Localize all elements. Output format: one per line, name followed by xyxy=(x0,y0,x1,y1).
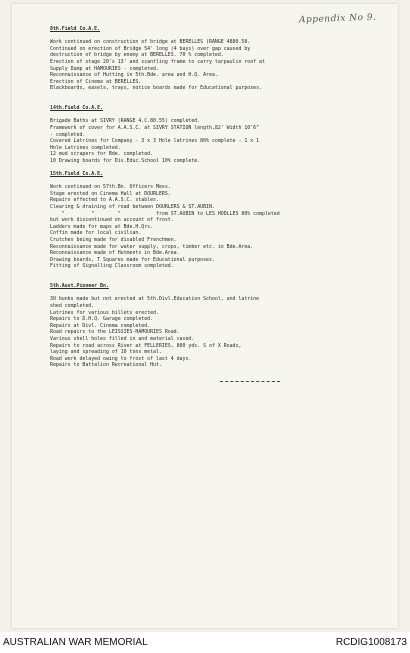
body-line: Latrines for various billets erected. xyxy=(50,309,159,316)
body-line: Covered Latrines for Company - 3 x 3 Hole latrines 80% complete - 1 x 1 xyxy=(50,138,260,145)
body-line: Brigade Baths at SIVRY (RANGE 4.C.80.55) completed. xyxy=(50,118,201,125)
footer-institution: AUSTRALIAN WAR MEMORIAL xyxy=(3,637,148,648)
body-line: Stage erected on Cinema Hall at DOURLERS. xyxy=(50,190,171,197)
body-line: shed completed. xyxy=(50,302,95,309)
handwritten-annotation: Appendix No 9. xyxy=(298,12,377,26)
section-heading: 5th.Aust.Pioneer Bn. xyxy=(50,283,109,290)
section-15th-field-co xyxy=(50,171,390,270)
body-line: Repairs at Divl. Cinema completed. xyxy=(50,322,151,329)
section-8th-field-co xyxy=(50,26,390,92)
body-line: Clearing & draining of road between DOURLERS & ST.AUBIN. xyxy=(50,204,215,211)
section-heading: 14th.Field Co.A.E. xyxy=(50,105,103,112)
body-line: Coffin made for local civilian. xyxy=(50,230,142,237)
body-line: Erection of Cinema at BERELLES. xyxy=(50,78,142,85)
body-line: but work discontinued on account of frost. xyxy=(50,217,174,224)
body-line: Drawing boards, T Squares made for Educational purposes. xyxy=(50,256,215,263)
dashed-separator xyxy=(220,381,280,382)
body-line: Various shell holes filled in and material cased. xyxy=(50,335,195,342)
body-line: Fitting of Signalling Classroom completed. xyxy=(50,263,174,270)
body-line: Continued on erection of Bridge 54' long (4 bays) over gap caused by xyxy=(50,45,251,52)
body-line: laying and spreading of 10 tons metal. xyxy=(50,349,162,356)
body-line: Road repairs to the LEISSIES-HAMOURIES Road. xyxy=(50,329,180,336)
body-line: - completed. xyxy=(50,131,86,138)
section-14th-field-co xyxy=(50,105,390,164)
body-line: Reconnaissance of Hutting in 5th.Bde. area and H.Q. Area. xyxy=(50,72,218,79)
section-5th-pioneer-bn xyxy=(50,283,390,369)
document-body xyxy=(50,26,390,382)
body-line: Erection of stage 20'x 13' and scantling frame to carry tarpaulin roof at xyxy=(50,58,265,65)
body-line: Repairs to Battalion Recreational Hut. xyxy=(50,362,162,369)
body-line: Framework of cover for A.A.S.C. at SIVRY STATION length,82' Width 10'6" xyxy=(50,124,260,131)
body-line: Repairs to D.H.Q. Garage completed. xyxy=(50,316,154,323)
archive-footer xyxy=(0,632,410,653)
section-heading: 8th.Field Co.A.E. xyxy=(50,26,101,32)
body-line: Reconnaissance made for water supply, crops, timber etc. in Bde.Area. xyxy=(50,243,254,250)
footer-record-id: RCDIG1008173 xyxy=(335,637,407,648)
body-line: Repairs effected to A.A.S.C. stables. xyxy=(50,197,159,204)
body-line: 30 bunks made but not erected at 5th.Divl.Education School, and latrine xyxy=(50,296,260,303)
body-line: Reconnaissance made of Hutments in Bde.Area. xyxy=(50,250,180,257)
body-line: " " " from ST.AUBIN to LES HODLLES 80% completed xyxy=(50,210,280,217)
body-line: Ladders made for maps at Bde.H.Qrs. xyxy=(50,223,154,230)
body-line: Hole Latrines completed. xyxy=(50,144,121,151)
body-line: destruction of bridge by enemy at BERELLES. 70 % completed. xyxy=(50,52,224,59)
body-line: Work continued on construction of bridge at BERELLES (RANGE 4880.58. xyxy=(50,39,251,46)
body-line: Supply Dump at HAMOURIES - completed. xyxy=(50,65,159,72)
body-line: 10 Drawing boards for Div.Educ.School 10% complete. xyxy=(50,157,201,164)
section-heading: 15th.Field Co.A.E. xyxy=(50,171,103,178)
body-line: Crutches being made for disabled Frenchmen. xyxy=(50,237,177,243)
body-line: Repairs to road across River at FELLERIES, 800 yds. S of X Roads, xyxy=(50,342,242,349)
body-line: Work continued on 57th.Bn. Officers Mess. xyxy=(50,184,171,191)
body-line: Road work delayed owing to frost of last 4 days. xyxy=(50,355,192,362)
body-line: Blackboards, easels, trays, notice boards made for Educational purposes. xyxy=(50,85,262,92)
body-line: 12 mud scrapers for Bde. completed. xyxy=(50,151,154,158)
